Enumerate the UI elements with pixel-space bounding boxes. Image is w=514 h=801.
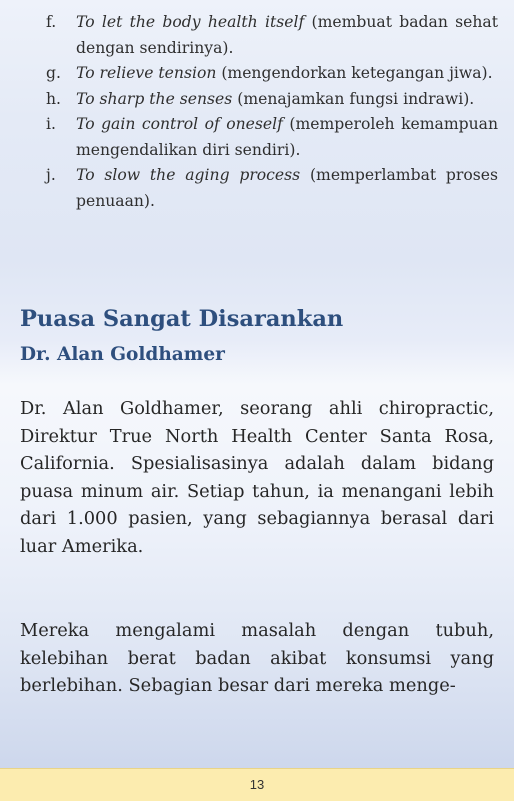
english-phrase: To let the body health itself	[76, 13, 305, 31]
list-item-text	[76, 61, 498, 87]
indonesian-translation: (mengendorkan ketegangan jiwa).	[216, 64, 493, 82]
list-item	[46, 163, 498, 214]
indonesian-translation: (membuat badan sehat dengan sendirinya).	[76, 13, 498, 57]
list-marker: j.	[46, 166, 56, 184]
list-item	[46, 61, 498, 87]
english-phrase: To slow the aging process	[76, 166, 301, 184]
benefits-list	[46, 10, 498, 214]
page-number: 13	[249, 777, 265, 792]
english-phrase: To relieve tension	[76, 64, 217, 82]
english-phrase: To gain control of oneself	[76, 115, 283, 133]
list-item-text	[76, 10, 498, 61]
list-item	[46, 112, 498, 163]
list-marker: f.	[46, 13, 57, 31]
indonesian-translation: (memperlambat proses penuaan).	[76, 166, 498, 210]
list-item	[46, 87, 498, 113]
body-paragraph: Dr. Alan Goldhamer, seorang ahli chiropractic, Direktur True North Health Center Santa Rosa, California. Spesialisasinya adalah dalam bidang puasa minum air. Setiap tahun, ia menangani lebih dari 1.000 pasien, yang sebagiannya berasal dari luar Amerika.	[20, 398, 494, 557]
list-item-text	[76, 112, 498, 163]
list-item	[46, 10, 498, 61]
indonesian-translation: (menajamkan fungsi indrawi).	[232, 89, 475, 108]
list-marker: i.	[46, 115, 56, 133]
list-item-text	[76, 163, 498, 214]
indonesian-translation: (memperoleh kemampuan mengendalikan diri sendiri).	[76, 115, 498, 159]
list-marker: h.	[46, 89, 61, 108]
section-title: Puasa Sangat Disarankan	[20, 306, 344, 332]
list-marker: g.	[46, 64, 61, 82]
section-author: Dr. Alan Goldhamer	[20, 344, 225, 365]
english-phrase: To sharp the senses	[76, 89, 233, 108]
body-paragraph: Mereka mengalami masalah dengan tubuh, kelebihan berat badan akibat konsumsi yang berlebihan. Sebagian besar dari mereka menge-	[20, 620, 494, 697]
list-item-text	[76, 87, 498, 113]
page-footer	[0, 768, 514, 801]
